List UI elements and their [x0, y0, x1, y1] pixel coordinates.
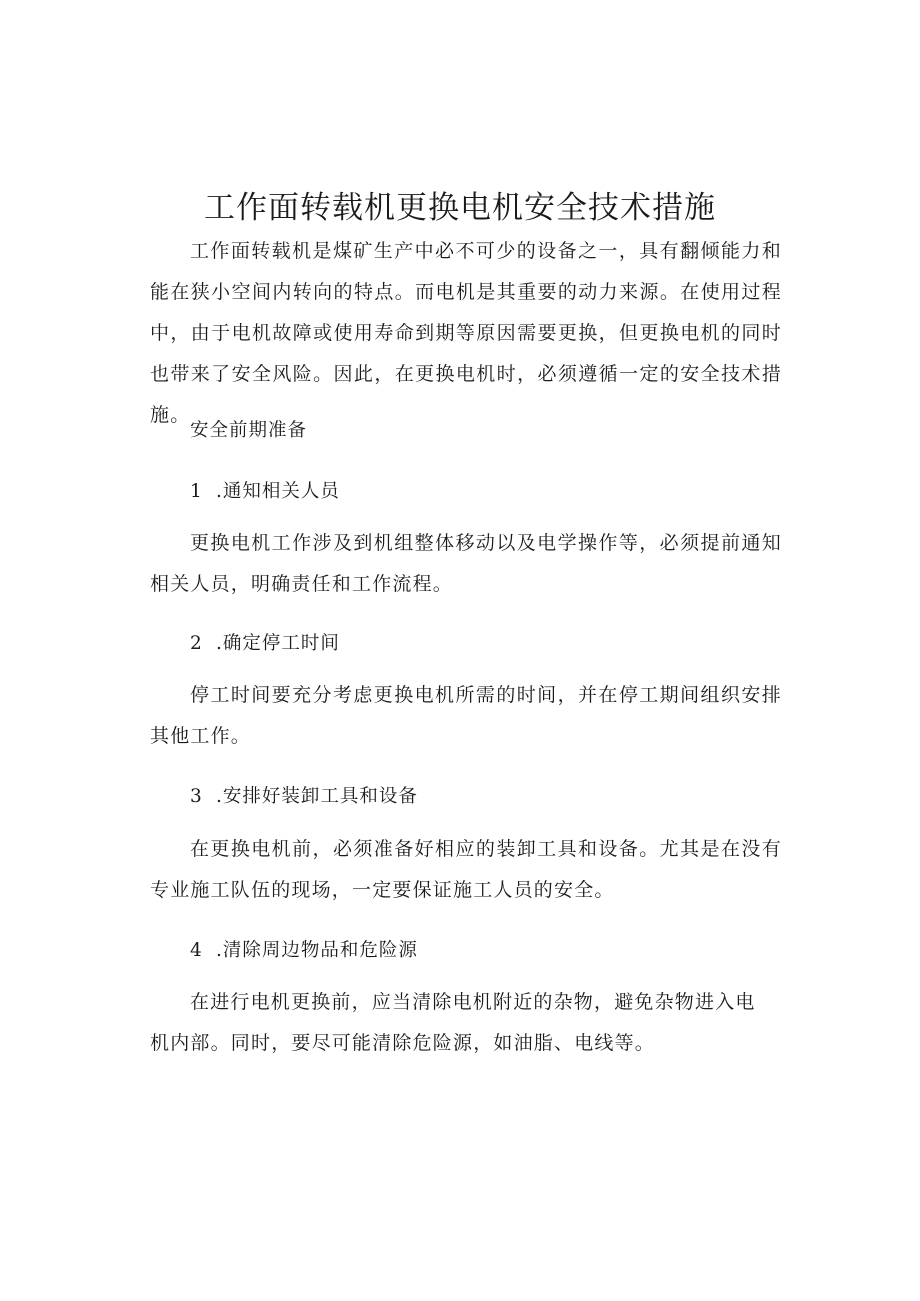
- item-2-body: 停工时间要充分考虑更换电机所需的时间，并在停工期间组织安排其他工作。: [150, 684, 782, 747]
- intro-paragraph: 工作面转载机是煤矿生产中必不可少的设备之一，具有翻倾能力和能在狭小空间内转向的特点。而电机是其重要的动力来源。在使用过程中，由于电机故障或使用寿命到期等原因需要更换，但更换电机的同时也带来了安全风险。因此，在更换电机时，必须遵循一定的安全技术措施。: [150, 240, 782, 426]
- item-1-heading: [190, 477, 340, 507]
- item-3-body: 在更换电机前，必须准备好相应的装卸工具和设备。尤其是在没有专业施工队伍的现场，一定要保证施工人员的安全。: [150, 838, 782, 901]
- item-3-title: .安排好装卸工具和设备: [216, 786, 418, 807]
- item-1-title: .通知相关人员: [216, 481, 340, 502]
- item-2-heading: [190, 629, 340, 659]
- item-1-number: 1: [190, 481, 203, 502]
- item-2-number: 2: [190, 633, 203, 654]
- item-3-heading: [190, 782, 418, 812]
- item-4-title: .清除周边物品和危险源: [216, 940, 418, 961]
- item-4-heading: [190, 936, 418, 966]
- item-4-body-line-2: 机内部。同时，要尽可能清除危险源，如油脂、电线等。: [150, 1032, 656, 1054]
- item-1-body: 更换电机工作涉及到机组整体移动以及电学操作等，必须提前通知相关人员，明确责任和工作流程。: [150, 532, 782, 595]
- document-title: 工作面转载机更换电机安全技术措施: [204, 190, 716, 226]
- item-3-number: 3: [190, 786, 203, 807]
- section-heading: 安全前期准备: [190, 420, 308, 441]
- item-4-body-line-1: 在进行电机更换前，应当清除电机附近的杂物，避免杂物进入电: [190, 991, 756, 1013]
- item-4-number: 4: [190, 940, 203, 961]
- item-2-title: .确定停工时间: [216, 633, 340, 654]
